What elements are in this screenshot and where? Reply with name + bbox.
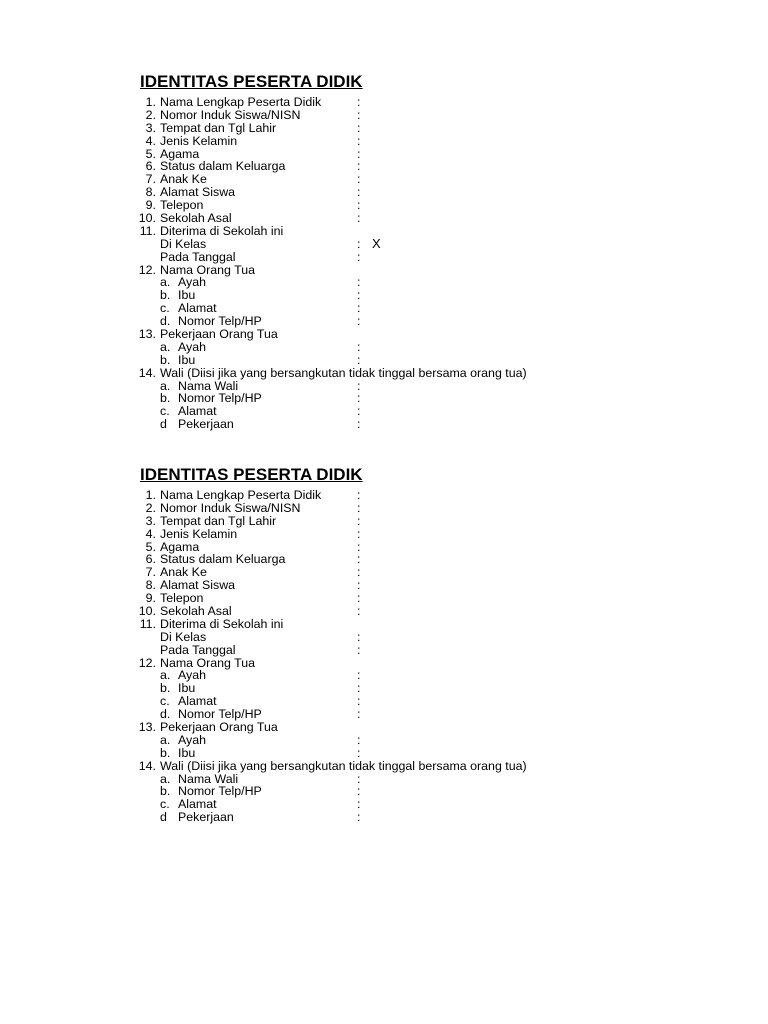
form-row: [0, 212, 768, 225]
field-label: Alamat: [178, 797, 217, 812]
sub-item-letter: a.: [160, 732, 171, 747]
field-colon: :: [357, 578, 361, 593]
field-colon: :: [357, 172, 361, 187]
field-colon: :: [357, 107, 361, 122]
item-number: 7.: [145, 565, 156, 580]
field-label: Sekolah Asal: [160, 211, 232, 226]
field-label: Sekolah Asal: [160, 604, 232, 619]
field-label: Wali (Diisi jika yang bersangkutan tidak tinggal bersama orang tua): [160, 365, 527, 380]
sub-item-letter: a.: [160, 771, 171, 786]
sub-item-letter: c.: [160, 301, 170, 316]
form-row: [0, 747, 768, 760]
field-label: Telepon: [160, 198, 204, 213]
field-label: Ibu: [178, 681, 196, 696]
form-row: [0, 160, 768, 173]
field-colon: :: [357, 159, 361, 174]
form-row: [0, 631, 768, 644]
field-colon: :: [357, 301, 361, 316]
item-number: 5.: [145, 539, 156, 554]
form-row: [0, 566, 768, 579]
field-label: Pada Tanggal: [160, 642, 236, 657]
field-label: Jenis Kelamin: [160, 133, 238, 148]
field-label: Nama Orang Tua: [160, 262, 256, 277]
field-label: Anak Ke: [160, 172, 207, 187]
form-row: [0, 669, 768, 682]
sub-item-letter: a.: [160, 378, 171, 393]
form-row: [0, 225, 768, 238]
form-row: [0, 328, 768, 341]
form-row: [0, 721, 768, 734]
field-colon: :: [357, 526, 361, 541]
form-row: [0, 251, 768, 264]
form-row: [0, 392, 768, 405]
form-row: [0, 405, 768, 418]
field-colon: :: [357, 604, 361, 619]
field-colon: :: [357, 513, 361, 528]
field-label: Ayah: [178, 668, 207, 683]
field-label: Ayah: [178, 732, 207, 747]
form-row: [0, 367, 768, 380]
field-colon: :: [357, 236, 361, 251]
form-row: [0, 695, 768, 708]
field-label: Ayah: [178, 339, 207, 354]
field-label: Alamat: [178, 301, 217, 316]
field-label: Nomor Induk Siswa/NISN: [160, 500, 301, 515]
form-row: [0, 489, 768, 502]
field-label: Tempat dan Tgl Lahir: [160, 513, 277, 528]
field-colon: :: [357, 797, 361, 812]
sub-item-letter: b.: [160, 745, 171, 760]
field-colon: :: [357, 339, 361, 354]
form-row: [0, 235, 768, 251]
item-number: 7.: [145, 172, 156, 187]
field-label: Status dalam Keluarga: [160, 552, 286, 567]
field-colon: :: [357, 146, 361, 161]
field-label: Nama Lengkap Peserta Didik: [160, 488, 322, 502]
sub-item-letter: b.: [160, 288, 171, 303]
form-row: [0, 341, 768, 354]
form-row: [0, 264, 768, 277]
field-label: Telepon: [160, 591, 204, 606]
field-label: Ibu: [178, 288, 196, 303]
item-number: 10.: [138, 604, 156, 619]
field-label: Di Kelas: [160, 629, 207, 644]
form-row: [0, 186, 768, 199]
field-colon: :: [357, 668, 361, 683]
form-row: [0, 811, 768, 824]
item-number: 8.: [145, 578, 156, 593]
field-colon: :: [357, 784, 361, 799]
item-number: 2.: [145, 500, 156, 515]
form-row: [0, 773, 768, 786]
form-row: [0, 657, 768, 670]
form-row: [0, 418, 768, 431]
sub-item-letter: b.: [160, 681, 171, 696]
field-colon: :: [357, 185, 361, 200]
form-row: [0, 541, 768, 554]
form-row: [0, 708, 768, 721]
item-number: 9.: [145, 591, 156, 606]
sub-item-letter: d.: [160, 314, 171, 329]
sub-item-letter: b.: [160, 352, 171, 367]
form-row: [0, 96, 768, 109]
item-number: 12.: [138, 262, 156, 277]
field-colon: :: [357, 133, 361, 148]
field-label: Ibu: [178, 745, 196, 760]
form-row: [0, 592, 768, 605]
item-number: 5.: [145, 146, 156, 161]
form-row: [0, 315, 768, 328]
sub-item-letter: b.: [160, 391, 171, 406]
field-colon: :: [357, 591, 361, 606]
item-number: 13.: [138, 327, 156, 342]
field-label: Alamat: [178, 694, 217, 709]
form-row: [0, 618, 768, 631]
item-number: 3.: [145, 513, 156, 528]
field-colon: :: [357, 352, 361, 367]
field-colon: :: [357, 745, 361, 760]
field-label: Tempat dan Tgl Lahir: [160, 120, 277, 135]
field-label: Diterima di Sekolah ini: [160, 616, 284, 631]
sub-item-letter: a.: [160, 339, 171, 354]
form-row: [0, 302, 768, 315]
field-colon: :: [357, 681, 361, 696]
field-label: Agama: [160, 146, 200, 161]
field-colon: :: [357, 488, 361, 502]
field-colon: :: [357, 95, 361, 109]
field-colon: :: [357, 707, 361, 722]
field-colon: :: [357, 810, 361, 825]
item-number: 10.: [138, 211, 156, 226]
field-colon: :: [357, 120, 361, 135]
form-row: [0, 644, 768, 657]
item-number: 4.: [145, 526, 156, 541]
item-number: 1.: [145, 488, 156, 502]
form-title: IDENTITAS PESERTA DIDIK: [140, 465, 363, 484]
sub-item-letter: c.: [160, 797, 170, 812]
field-label: Pekerjaan: [178, 417, 234, 432]
item-number: 14.: [138, 758, 156, 773]
form-row: [0, 122, 768, 135]
form-row: [0, 734, 768, 747]
sub-item-letter: c.: [160, 404, 170, 419]
form-row: [0, 109, 768, 122]
field-label: Diterima di Sekolah ini: [160, 223, 284, 238]
sub-item-letter: d: [160, 810, 167, 825]
form-row: [0, 289, 768, 302]
field-colon: :: [357, 771, 361, 786]
field-label: Nama Wali: [178, 771, 239, 786]
field-colon: :: [357, 211, 361, 226]
sub-item-letter: a.: [160, 668, 171, 683]
field-label: Nomor Telp/HP: [178, 784, 262, 799]
item-number: 3.: [145, 120, 156, 135]
form-row: [0, 354, 768, 367]
form-row: [0, 173, 768, 186]
field-colon: :: [357, 391, 361, 406]
form-row: [0, 682, 768, 695]
field-label: Pekerjaan Orang Tua: [160, 327, 278, 342]
form-row: [0, 579, 768, 592]
field-label: Nomor Telp/HP: [178, 391, 262, 406]
field-label: Nama Orang Tua: [160, 655, 256, 670]
field-label: Agama: [160, 539, 200, 554]
sub-item-letter: d.: [160, 707, 171, 722]
field-colon: :: [357, 732, 361, 747]
form-row: [0, 502, 768, 515]
form-row: [0, 199, 768, 212]
field-colon: :: [357, 565, 361, 580]
item-number: 11.: [139, 223, 156, 238]
item-number: 14.: [138, 365, 156, 380]
field-label: Nomor Telp/HP: [178, 314, 262, 329]
form-row: [0, 148, 768, 161]
form-row: [0, 515, 768, 528]
item-number: 6.: [145, 552, 156, 567]
form-row: [0, 528, 768, 541]
field-label: Di Kelas: [160, 236, 207, 251]
item-number: 6.: [145, 159, 156, 174]
item-number: 4.: [145, 133, 156, 148]
sub-item-letter: c.: [160, 694, 170, 709]
field-colon: :: [357, 694, 361, 709]
field-colon: :: [357, 404, 361, 419]
field-label: Pekerjaan: [178, 810, 234, 825]
field-colon: :: [357, 539, 361, 554]
sub-item-letter: b.: [160, 784, 171, 799]
field-colon: :: [357, 275, 361, 290]
item-number: 9.: [145, 198, 156, 213]
form-row: [0, 798, 768, 811]
field-label: Alamat: [178, 404, 217, 419]
item-number: 13.: [138, 720, 156, 735]
field-label: Pada Tanggal: [160, 249, 236, 264]
field-colon: :: [357, 249, 361, 264]
field-label: Nomor Induk Siswa/NISN: [160, 107, 301, 122]
form-row: [0, 135, 768, 148]
field-label: Alamat Siswa: [160, 185, 236, 200]
field-value: X: [372, 235, 381, 251]
field-label: Ayah: [178, 275, 207, 290]
field-colon: :: [357, 198, 361, 213]
field-label: Pekerjaan Orang Tua: [160, 720, 278, 735]
form-row: [0, 760, 768, 773]
field-colon: :: [357, 417, 361, 432]
form-fields: [0, 489, 768, 824]
form-row: [0, 605, 768, 618]
item-number: 2.: [145, 107, 156, 122]
field-label: Ibu: [178, 352, 196, 367]
field-label: Alamat Siswa: [160, 578, 236, 593]
item-number: 8.: [145, 185, 156, 200]
item-number: 1.: [145, 95, 156, 109]
form-title: IDENTITAS PESERTA DIDIK: [140, 72, 363, 91]
sub-item-letter: d: [160, 417, 167, 432]
field-colon: :: [357, 288, 361, 303]
form-row: [0, 380, 768, 393]
item-number: 11.: [139, 616, 156, 631]
field-label: Status dalam Keluarga: [160, 159, 286, 174]
field-colon: :: [357, 642, 361, 657]
field-label: Nama Wali: [178, 378, 239, 393]
field-label: Wali (Diisi jika yang bersangkutan tidak tinggal bersama orang tua): [160, 758, 527, 773]
sub-item-letter: a.: [160, 275, 171, 290]
field-colon: :: [357, 629, 361, 644]
form-row: [0, 785, 768, 798]
field-label: Jenis Kelamin: [160, 526, 238, 541]
form-row: [0, 276, 768, 289]
field-label: Nomor Telp/HP: [178, 707, 262, 722]
item-number: 12.: [138, 655, 156, 670]
field-colon: :: [357, 378, 361, 393]
field-colon: :: [357, 500, 361, 515]
form-row: [0, 553, 768, 566]
field-colon: :: [357, 552, 361, 567]
form-fields: [0, 96, 768, 431]
field-colon: :: [357, 314, 361, 329]
field-label: Anak Ke: [160, 565, 207, 580]
field-label: Nama Lengkap Peserta Didik: [160, 95, 322, 109]
